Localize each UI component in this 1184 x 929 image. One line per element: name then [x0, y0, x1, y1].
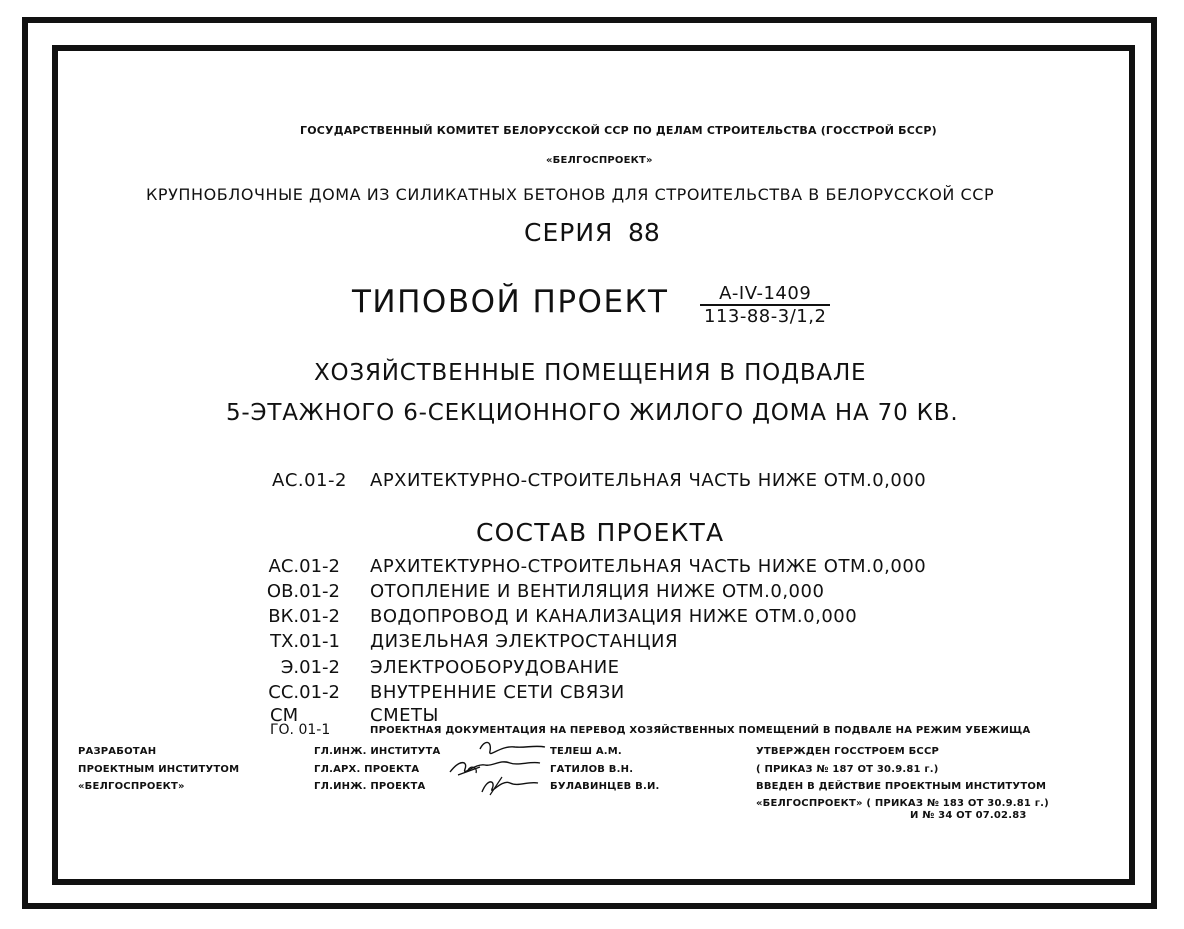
composition-item-code: ВК.01-2 — [268, 606, 340, 627]
composition-heading: СОСТАВ ПРОЕКТА — [476, 518, 725, 547]
part-code: АС.01-2 — [272, 470, 347, 491]
signatures-image — [440, 737, 550, 799]
project-code-top: А-IV-1409 — [700, 284, 830, 306]
composition-item-code: СС.01-2 — [268, 682, 340, 703]
developed-org: «БЕЛГОСПРОЕКТ» — [78, 781, 185, 792]
composition-item-desc: ДИЗЕЛЬНАЯ ЭЛЕКТРОСТАНЦИЯ — [370, 631, 679, 652]
composition-item-desc: ВОДОПРОВОД И КАНАЛИЗАЦИЯ НИЖЕ ОТМ.0,000 — [370, 606, 858, 627]
composition-item-desc: ВНУТРЕННИЕ СЕТИ СВЯЗИ — [370, 682, 625, 703]
composition-item-desc: ОТОПЛЕНИЕ И ВЕНТИЛЯЦИЯ НИЖЕ ОТМ.0,000 — [370, 581, 825, 602]
composition-item-code: ТХ.01-1 — [270, 631, 340, 652]
role-chief-architect: ГЛ.АРХ. ПРОЕКТА — [314, 764, 420, 775]
approval-line5: И № 34 ОТ 07.02.83 — [910, 810, 1027, 821]
name-gatilov: ГАТИЛОВ В.Н. — [550, 764, 634, 775]
composition-item-code: СМ — [270, 705, 299, 726]
go-code: ГО. 01-1 — [270, 722, 331, 738]
subject-line: КРУПНОБЛОЧНЫЕ ДОМА ИЗ СИЛИКАТНЫХ БЕТОНОВ ДЛЯ СТРОИТЕЛЬСТВА В БЕЛОРУССКОЙ ССР — [146, 185, 995, 204]
approval-line2: ( ПРИКАЗ № 187 ОТ 30.9.81 г.) — [756, 764, 939, 775]
composition-item-desc: СМЕТЫ — [370, 705, 439, 726]
project-name-line1: ХОЗЯЙСТВЕННЫЕ ПОМЕЩЕНИЯ В ПОДВАЛЕ — [314, 360, 867, 386]
project-code-bottom: 113-88-3/1,2 — [704, 306, 827, 327]
composition-item-desc: АРХИТЕКТУРНО-СТРОИТЕЛЬНАЯ ЧАСТЬ НИЖЕ ОТМ.0,000 — [370, 556, 927, 577]
role-chief-engineer-project: ГЛ.ИНЖ. ПРОЕКТА — [314, 781, 426, 792]
developed-institute: ПРОЕКТНЫМ ИНСТИТУТОМ — [78, 764, 240, 775]
project-name-line2: 5-ЭТАЖНОГО 6-СЕКЦИОННОГО ЖИЛОГО ДОМА НА 70 КВ. — [226, 400, 959, 426]
series-label: СЕРИЯ — [524, 218, 614, 247]
name-bulavintsev: БУЛАВИНЦЕВ В.И. — [550, 781, 660, 792]
role-chief-engineer-institute: ГЛ.ИНЖ. ИНСТИТУТА — [314, 746, 441, 757]
name-telesh: ТЕЛЕШ А.М. — [550, 746, 622, 757]
series-number: 88 — [628, 218, 660, 247]
project-code-fraction — [700, 284, 830, 328]
approval-line1: УТВЕРЖДЕН ГОССТРОЕМ БССР — [756, 746, 940, 757]
go-description: ПРОЕКТНАЯ ДОКУМЕНТАЦИЯ НА ПЕРЕВОД ХОЗЯЙСТВЕННЫХ ПОМЕЩЕНИЙ В ПОДВАЛЕ НА РЕЖИМ УБЕЖИЩА — [370, 725, 1031, 736]
part-description: АРХИТЕКТУРНО-СТРОИТЕЛЬНАЯ ЧАСТЬ НИЖЕ ОТМ.0,000 — [370, 470, 927, 491]
committee-line: ГОСУДАРСТВЕННЫЙ КОМИТЕТ БЕЛОРУССКОЙ ССР ПО ДЕЛАМ СТРОИТЕЛЬСТВА (ГОССТРОЙ БССР) — [300, 124, 937, 137]
composition-item-code: АС.01-2 — [268, 556, 340, 577]
org-name: «БЕЛГОСПРОЕКТ» — [546, 155, 653, 166]
composition-item-code: ОВ.01-2 — [266, 581, 340, 602]
inner-border — [52, 45, 1135, 885]
composition-item-desc: ЭЛЕКТРООБОРУДОВАНИЕ — [370, 657, 620, 678]
approval-line4: «БЕЛГОСПРОЕКТ» ( ПРИКАЗ № 183 ОТ 30.9.81 г.) — [756, 798, 1049, 809]
project-title: ТИПОВОЙ ПРОЕКТ — [352, 284, 669, 320]
approval-line3: ВВЕДЕН В ДЕЙСТВИЕ ПРОЕКТНЫМ ИНСТИТУТОМ — [756, 781, 1047, 792]
composition-item-code: Э.01-2 — [280, 657, 340, 678]
developed-by: РАЗРАБОТАН — [78, 746, 157, 757]
